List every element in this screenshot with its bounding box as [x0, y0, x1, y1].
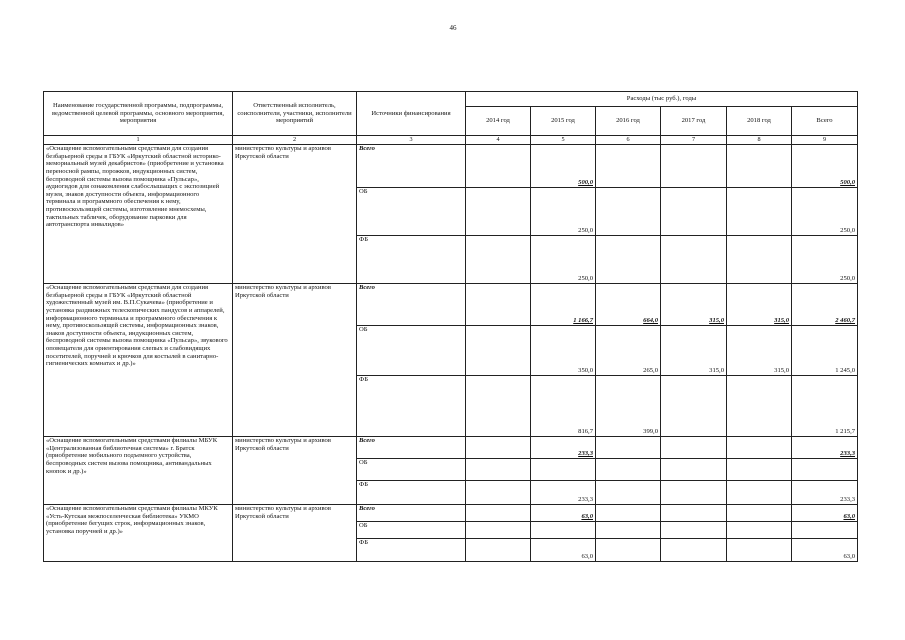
header-total: Всего: [792, 107, 858, 136]
table-row: [44, 284, 858, 326]
column-index: 4: [466, 136, 531, 145]
amount-cell: [661, 145, 727, 188]
amount-cell: 315,0: [661, 326, 727, 376]
column-index: 2: [233, 136, 357, 145]
amount-cell: [466, 481, 531, 505]
amount-cell: [466, 505, 531, 522]
total-cell: 63,0: [792, 505, 858, 522]
amount-cell: [596, 188, 661, 236]
amount-cell: [466, 376, 531, 437]
source-cell: ФБ: [357, 376, 466, 437]
page-number: 46: [449, 24, 457, 32]
header-year: 2016 год: [596, 107, 661, 136]
amount-cell: [466, 326, 531, 376]
header-year: 2017 год: [661, 107, 727, 136]
amount-cell: [466, 437, 531, 459]
measure-name: «Оснащение вспомогательными средствами для создания безбарьерной среды в ГБУК «Иркутский областной художественный музей им. В.П.Сукачева» (приобретение и установка раздвижных телескопических пандусов и аппарелей, информационного терминала и программного обеспечения к нему, противоскользящей системы, информационных знаков, знаков доступности объекта, индукционных систем, беспроводной системы вызова помощника «Пульсар», звукового оповещателя для ориентирования слепых и слабовидящих посетителей, поручней и крючков для костылей в санитарно-гигиенических комнатах и др.)»: [44, 284, 233, 437]
measure-name: «Оснащение вспомогательными средствами филиалы МКУК «Усть-Кутская межпоселенческая библиотека» УКМО (приобретение бегущих строк, информационных знаков, установка поручней и др.)»: [44, 505, 233, 562]
source-cell: Всего: [357, 437, 466, 459]
amount-cell: [727, 437, 792, 459]
total-cell: [792, 522, 858, 539]
source-cell: ФБ: [357, 539, 466, 562]
amount-cell: [596, 522, 661, 539]
column-index: 7: [661, 136, 727, 145]
source-cell: Всего: [357, 505, 466, 522]
amount-cell: [727, 459, 792, 481]
column-index: 8: [727, 136, 792, 145]
amount-cell: [596, 539, 661, 562]
source-cell: ФБ: [357, 481, 466, 505]
amount-cell: [661, 459, 727, 481]
source-cell: ФБ: [357, 236, 466, 284]
responsible-executor: министерство культуры и архивов Иркутской области: [233, 145, 357, 284]
amount-cell: 500,0: [531, 145, 596, 188]
amount-cell: [661, 522, 727, 539]
amount-cell: [466, 188, 531, 236]
total-cell: [792, 459, 858, 481]
amount-cell: [596, 437, 661, 459]
source-cell: Всего: [357, 145, 466, 188]
table-row: [44, 437, 858, 459]
amount-cell: [727, 539, 792, 562]
column-index: 6: [596, 136, 661, 145]
amount-cell: [466, 522, 531, 539]
amount-cell: 315,0: [727, 284, 792, 326]
column-index: 9: [792, 136, 858, 145]
amount-cell: [661, 188, 727, 236]
header-year: 2015 год: [531, 107, 596, 136]
measure-name: «Оснащение вспомогательными средствами для создания безбарьерной среды в ГБУК «Иркутский областной историко-мемориальный музей декабристов» (приобретение и установка переносной рампы, порожков, индукционных систем, беспроводной системы вызова помощника «Пульсар», аудиогидов для ознакомления слабослышащих с экспозицией музея, знаков доступности объекта, информационного терминала и программного обеспечения к нему, противоскользящей системы, изготовление мнемосхемы, тактильных табличек, оборудование парковки для автотранспорта инвалидов»: [44, 145, 233, 284]
amount-cell: 250,0: [531, 236, 596, 284]
amount-cell: 399,0: [596, 376, 661, 437]
source-cell: ОБ: [357, 188, 466, 236]
total-cell: 500,0: [792, 145, 858, 188]
total-cell: 1 215,7: [792, 376, 858, 437]
amount-cell: 63,0: [531, 539, 596, 562]
responsible-executor: министерство культуры и архивов Иркутской области: [233, 505, 357, 562]
amount-cell: [727, 145, 792, 188]
amount-cell: [661, 236, 727, 284]
total-cell: 250,0: [792, 236, 858, 284]
responsible-executor: министерство культуры и архивов Иркутской области: [233, 284, 357, 437]
amount-cell: [661, 505, 727, 522]
amount-cell: 250,0: [531, 188, 596, 236]
source-cell: Всего: [357, 284, 466, 326]
amount-cell: 265,0: [596, 326, 661, 376]
source-cell: ОБ: [357, 459, 466, 481]
table-row: [44, 505, 858, 522]
amount-cell: [531, 522, 596, 539]
header-year: 2018 год: [727, 107, 792, 136]
total-cell: 233,3: [792, 481, 858, 505]
amount-cell: [466, 459, 531, 481]
amount-cell: 315,0: [661, 284, 727, 326]
amount-cell: 233,3: [531, 481, 596, 505]
header-responsible: Ответственный исполнитель, соисполнители, участники, исполнители мероприятий: [233, 92, 357, 136]
amount-cell: [466, 236, 531, 284]
amount-cell: [531, 459, 596, 481]
column-index: 5: [531, 136, 596, 145]
amount-cell: [596, 459, 661, 481]
total-cell: 63,0: [792, 539, 858, 562]
amount-cell: [466, 284, 531, 326]
amount-cell: [661, 539, 727, 562]
amount-cell: [727, 481, 792, 505]
table-row: [44, 145, 858, 188]
amount-cell: 350,0: [531, 326, 596, 376]
amount-cell: [661, 376, 727, 437]
amount-cell: 233,3: [531, 437, 596, 459]
amount-cell: [466, 145, 531, 188]
amount-cell: [661, 437, 727, 459]
total-cell: 1 245,0: [792, 326, 858, 376]
amount-cell: 1 166,7: [531, 284, 596, 326]
amount-cell: 63,0: [531, 505, 596, 522]
amount-cell: [596, 505, 661, 522]
amount-cell: 315,0: [727, 326, 792, 376]
amount-cell: [596, 145, 661, 188]
responsible-executor: министерство культуры и архивов Иркутской области: [233, 437, 357, 505]
amount-cell: [727, 505, 792, 522]
amount-cell: [596, 236, 661, 284]
measure-name: «Оснащение вспомогательными средствами филиалы МБУК «Централизованная библиотечная система» г. Братск (приобретение мобильного подъемного устройства, беспроводных систем вызова помощника, антивандальных кнопок и др.)»: [44, 437, 233, 505]
amount-cell: [727, 236, 792, 284]
amount-cell: [727, 522, 792, 539]
total-cell: 250,0: [792, 188, 858, 236]
budget-table: [43, 91, 858, 562]
header-year: 2014 год: [466, 107, 531, 136]
total-cell: 2 460,7: [792, 284, 858, 326]
source-cell: ОБ: [357, 522, 466, 539]
amount-cell: [596, 481, 661, 505]
column-index: 1: [44, 136, 233, 145]
source-cell: ОБ: [357, 326, 466, 376]
amount-cell: 664,0: [596, 284, 661, 326]
amount-cell: 816,7: [531, 376, 596, 437]
amount-cell: [727, 376, 792, 437]
total-cell: 233,3: [792, 437, 858, 459]
header-expenses: Расходы (тыс руб.), годы: [466, 92, 858, 107]
amount-cell: [661, 481, 727, 505]
amount-cell: [727, 188, 792, 236]
header-name: Наименование государственной программы, подпрограммы, ведомственной целевой программы, основного мероприятия, мероприятия: [44, 92, 233, 136]
amount-cell: [466, 539, 531, 562]
header-source: Источники финансирования: [357, 92, 466, 136]
column-index: 3: [357, 136, 466, 145]
